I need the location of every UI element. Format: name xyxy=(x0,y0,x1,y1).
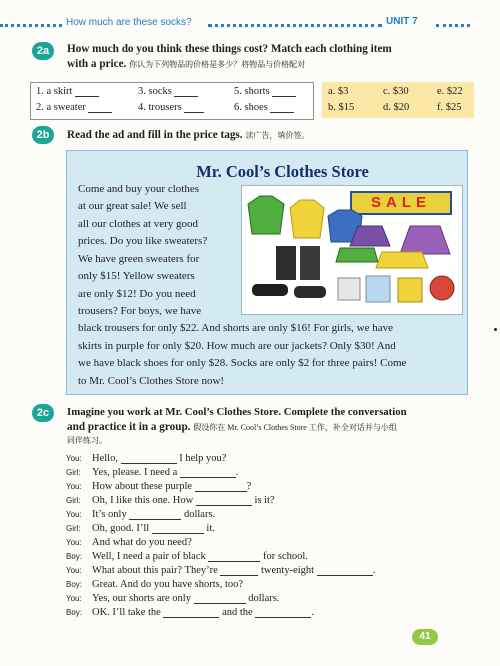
clothing-item xyxy=(138,86,198,97)
answer-blank[interactable] xyxy=(88,112,112,113)
speaker-label: Girl: xyxy=(66,468,81,477)
instruction-chinese: 同伴练习。 xyxy=(67,436,107,445)
speaker-label: You: xyxy=(66,454,82,463)
dialogue-text: How about these purple xyxy=(92,481,193,492)
dialogue-text: And what do you need? xyxy=(92,537,192,548)
answer-blank[interactable] xyxy=(270,112,294,113)
dialogue-line xyxy=(66,593,279,604)
ad-title: Mr. Cool’s Clothes Store xyxy=(196,162,369,181)
clothing-rack-drawing xyxy=(242,186,462,314)
dialogue-line xyxy=(66,565,375,576)
clothes-store-illustration xyxy=(241,185,463,315)
ad-text-line: black trousers for only $22. And shorts are only $16! For girls, we have xyxy=(78,322,393,334)
header-dots-mid xyxy=(208,24,382,27)
header-unit: UNIT 7 xyxy=(386,16,418,27)
dialogue-text: . xyxy=(235,467,239,478)
instruction-text: and practice it in a group. xyxy=(67,421,191,433)
answer-blank[interactable] xyxy=(220,575,258,576)
dialogue-text: I help you? xyxy=(179,453,227,464)
price-option: b. $15 xyxy=(328,102,355,113)
ad-text-line: are only $12! Do you need xyxy=(78,288,196,300)
answer-blank[interactable] xyxy=(121,463,177,464)
item-label: 3. socks xyxy=(138,86,172,97)
item-label: 5. shorts xyxy=(234,86,270,97)
dialogue-text: Yes, please. I need a xyxy=(92,467,178,478)
answer-blank[interactable] xyxy=(194,603,246,604)
speaker-label: You: xyxy=(66,482,82,491)
section-2a-instruction xyxy=(67,42,477,72)
ad-text-line: only $15! Yellow sweaters xyxy=(78,270,195,282)
price-option: a. $3 xyxy=(328,86,349,97)
answer-blank[interactable] xyxy=(255,617,311,618)
dialogue-text: Yes, our shorts are only xyxy=(92,593,191,604)
instruction-text: with a price. xyxy=(67,58,127,70)
instruction-chinese: 假设你在 Mr. Cool’s Clothes Store 工作，补全对话并与小组 xyxy=(193,423,397,432)
dialogue-line xyxy=(66,467,239,478)
clothing-item xyxy=(234,86,296,97)
section-2c-instruction xyxy=(67,405,477,446)
answer-blank[interactable] xyxy=(272,96,296,97)
header-title: How much are these socks? xyxy=(66,17,192,28)
dialogue-text: Well, I need a pair of black xyxy=(92,551,206,562)
dialogue-text: OK. I’ll take the xyxy=(92,607,161,618)
ad-text-line: Come and buy your clothes xyxy=(78,183,199,195)
section-2b-instruction xyxy=(67,128,309,143)
dialogue-text: It’s only xyxy=(92,509,127,520)
dialogue-line xyxy=(66,607,314,618)
instruction-line-2 xyxy=(67,57,477,72)
ad-text-line: to Mr. Cool’s Clothes Store now! xyxy=(78,375,225,387)
ad-text-line: all our clothes at very good xyxy=(78,218,199,230)
speaker-label: You: xyxy=(66,510,82,519)
answer-blank[interactable] xyxy=(75,96,99,97)
instruction-line-1: How much do you think these things cost? Match each clothing item xyxy=(67,43,392,55)
dialogue-line xyxy=(66,509,215,520)
speaker-label: Boy: xyxy=(66,608,83,617)
dialogue-text: for school. xyxy=(262,551,308,562)
item-label: 4. trousers xyxy=(138,102,182,113)
answer-blank[interactable] xyxy=(129,519,181,520)
ad-text-line: skirts in purple for only $20. How much are our jackets? Only $30! And xyxy=(78,340,396,352)
instruction-text: Read the ad and fill in the price tags. xyxy=(67,129,243,141)
price-option: d. $20 xyxy=(383,102,410,113)
dialogue-text: dollars. xyxy=(183,509,216,520)
dialogue-text: Great. And do you have shorts, too? xyxy=(92,579,244,590)
instruction-chinese: 读广告，填价签。 xyxy=(245,131,310,140)
section-badge-2c: 2c xyxy=(32,404,54,422)
dialogue-text: is it? xyxy=(254,495,275,506)
dialogue-line xyxy=(66,523,215,534)
speaker-label: Girl: xyxy=(66,496,81,505)
header-dots-right xyxy=(436,24,470,27)
clothing-item xyxy=(36,86,99,97)
dialogue-text: . xyxy=(311,607,314,618)
sale-sign: SALE xyxy=(350,191,452,215)
dialogue-line xyxy=(66,453,226,464)
dialogue-text: Oh, I like this one. How xyxy=(92,495,194,506)
clothing-item xyxy=(36,102,112,113)
instruction-line-1: Imagine you work at Mr. Cool’s Clothes Store. Complete the conversation xyxy=(67,406,407,418)
margin-mark xyxy=(494,328,497,331)
speaker-label: Boy: xyxy=(66,552,83,561)
ad-text-line: we have black shoes for only $28. Socks are only $2 for three pairs! Come xyxy=(78,357,407,369)
speaker-label: You: xyxy=(66,566,82,575)
price-option: f. $25 xyxy=(437,102,462,113)
dialogue-line xyxy=(66,537,192,548)
ad-text-line: at our great sale! We sell xyxy=(78,200,187,212)
answer-blank[interactable] xyxy=(196,505,252,506)
ad-text-line: trousers? For boys, we have xyxy=(78,305,202,317)
answer-blank[interactable] xyxy=(180,477,236,478)
dialogue-text: ? xyxy=(246,481,252,492)
answer-blank[interactable] xyxy=(174,96,198,97)
speaker-label: Girl: xyxy=(66,524,81,533)
page-number: 41 xyxy=(412,629,438,645)
ad-text-line: prices. Do you like sweaters? xyxy=(78,235,208,247)
answer-blank[interactable] xyxy=(317,575,373,576)
section-badge-2b: 2b xyxy=(32,126,54,144)
answer-blank[interactable] xyxy=(184,112,204,113)
ad-text-line: We have green sweaters for xyxy=(78,253,200,265)
speaker-label: You: xyxy=(66,594,82,603)
dialogue-line xyxy=(66,481,251,492)
dialogue-text: Oh, good. I’ll xyxy=(92,523,150,534)
answer-blank[interactable] xyxy=(208,561,260,562)
speaker-label: You: xyxy=(66,538,82,547)
clothing-item xyxy=(138,102,204,113)
item-label: 2. a sweater xyxy=(36,102,86,113)
dialogue-text: Hello, xyxy=(92,453,118,464)
item-label: 1. a skirt xyxy=(36,86,73,97)
answer-blank[interactable] xyxy=(195,491,247,492)
instruction-line-3 xyxy=(67,435,477,446)
answer-blank[interactable] xyxy=(163,617,219,618)
dialogue-line xyxy=(66,579,243,590)
dialogue-line xyxy=(66,495,275,506)
dialogue-text: What about this pair? They’re xyxy=(92,565,218,576)
answer-blank[interactable] xyxy=(152,533,204,534)
dialogue-text: . xyxy=(372,565,376,576)
dialogue-text: dollars. xyxy=(248,593,280,604)
section-badge-2a: 2a xyxy=(32,42,54,60)
header-dots-left xyxy=(0,24,62,27)
speaker-label: Boy: xyxy=(66,580,83,589)
dialogue-text: twenty-eight xyxy=(261,565,315,576)
price-option: e. $22 xyxy=(437,86,463,97)
dialogue-line xyxy=(66,551,308,562)
instruction-line-2 xyxy=(67,420,477,435)
instruction-chinese: 你认为下列物品的价格是多少？将物品与价格配对 xyxy=(129,60,306,69)
clothing-item xyxy=(234,102,294,113)
dialogue-text: and the xyxy=(222,607,253,618)
price-option: c. $30 xyxy=(383,86,409,97)
dialogue-text: it. xyxy=(206,523,215,534)
item-label: 6. shoes xyxy=(234,102,268,113)
